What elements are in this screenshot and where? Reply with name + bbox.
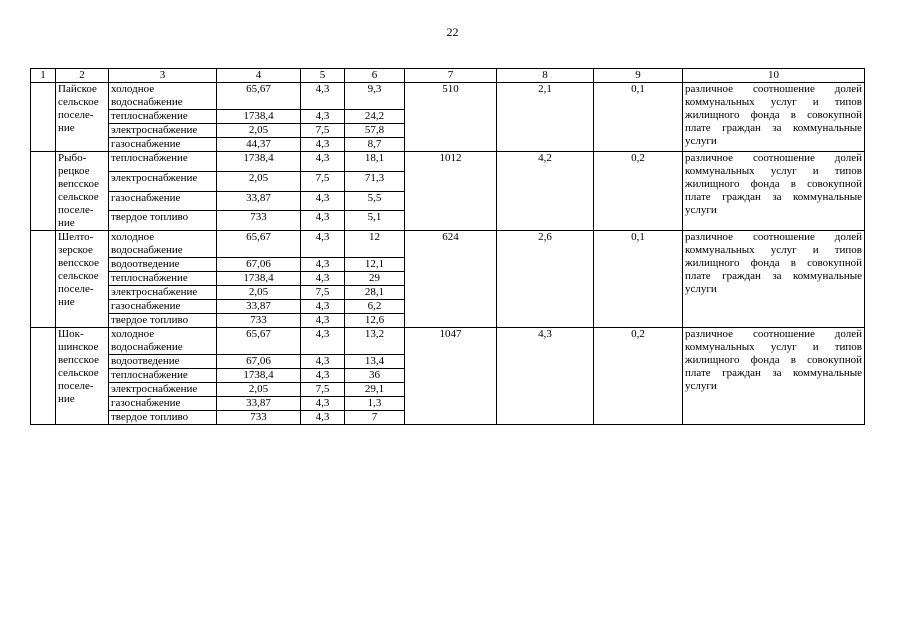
service-name: холодное водоснабжение (109, 231, 217, 258)
value-col8: 2,6 (497, 231, 594, 328)
value-col6: 5,5 (345, 191, 405, 211)
value-col6: 13,4 (345, 355, 405, 369)
value-col5: 4,3 (301, 300, 345, 314)
value-col6: 29,1 (345, 383, 405, 397)
value-col7: 1012 (405, 152, 497, 231)
note-text: различное соотношение долей коммунальных услуг и типов жилищного фонда в совокупной плате граждан за коммунальные услуги (683, 83, 865, 152)
value-col5: 7,5 (301, 286, 345, 300)
value-col4: 733 (217, 411, 301, 425)
value-col6: 9,3 (345, 83, 405, 110)
header-cell: 3 (109, 69, 217, 83)
value-col6: 12,6 (345, 314, 405, 328)
service-name: водоотведение (109, 355, 217, 369)
service-name: холодное водоснабжение (109, 83, 217, 110)
service-name: газоснабжение (109, 397, 217, 411)
value-col4: 1738,4 (217, 110, 301, 124)
value-col5: 4,3 (301, 314, 345, 328)
service-name: теплоснабжение (109, 152, 217, 172)
service-name: электроснабжение (109, 286, 217, 300)
value-col8: 4,2 (497, 152, 594, 231)
value-col6: 57,8 (345, 124, 405, 138)
header-cell: 5 (301, 69, 345, 83)
service-name: теплоснабжение (109, 272, 217, 286)
table-row (31, 328, 865, 355)
table-row (31, 152, 865, 172)
page-number: 22 (446, 25, 459, 39)
value-col4: 1738,4 (217, 152, 301, 172)
value-col5: 4,3 (301, 355, 345, 369)
value-col5: 4,3 (301, 328, 345, 355)
header-cell: 9 (594, 69, 683, 83)
settlement-name: Шок- шинское вепсское сельское поселе- ние (56, 328, 109, 425)
value-col6: 24,2 (345, 110, 405, 124)
settlement-name: Пайское сельское поселе- ние (56, 83, 109, 152)
value-col5: 7,5 (301, 171, 345, 191)
tariff-table (30, 68, 865, 425)
note-text: различное соотношение долей коммунальных услуг и типов жилищного фонда в совокупной плате граждан за коммунальные услуги (683, 328, 865, 425)
value-col5: 4,3 (301, 83, 345, 110)
value-col5: 4,3 (301, 272, 345, 286)
value-col4: 733 (217, 211, 301, 231)
table-row (31, 231, 865, 258)
value-col5: 4,3 (301, 191, 345, 211)
note-text: различное соотношение долей коммунальных услуг и типов жилищного фонда в совокупной плате граждан за коммунальные услуги (683, 231, 865, 328)
service-name: электроснабжение (109, 171, 217, 191)
value-col5: 4,3 (301, 110, 345, 124)
value-col6: 5,1 (345, 211, 405, 231)
service-name: теплоснабжение (109, 110, 217, 124)
value-col5: 4,3 (301, 397, 345, 411)
header-row (31, 69, 865, 83)
value-col8: 2,1 (497, 83, 594, 152)
service-name: электроснабжение (109, 383, 217, 397)
value-col6: 7 (345, 411, 405, 425)
value-col5: 4,3 (301, 231, 345, 258)
value-col7: 510 (405, 83, 497, 152)
value-col9: 0,1 (594, 83, 683, 152)
value-col6: 6,2 (345, 300, 405, 314)
header-cell: 8 (497, 69, 594, 83)
row-index-cell (31, 231, 56, 328)
service-name: теплоснабжение (109, 369, 217, 383)
value-col9: 0,1 (594, 231, 683, 328)
settlement-name: Шелто- зерское вепсское сельское поселе- ние (56, 231, 109, 328)
value-col5: 7,5 (301, 383, 345, 397)
settlement-name: Рыбо- рецкое вепсское сельское поселе- ние (56, 152, 109, 231)
value-col6: 12,1 (345, 258, 405, 272)
value-col6: 71,3 (345, 171, 405, 191)
header-cell: 4 (217, 69, 301, 83)
service-name: водоотведение (109, 258, 217, 272)
value-col5: 4,3 (301, 411, 345, 425)
row-index-cell (31, 328, 56, 425)
service-name: газоснабжение (109, 191, 217, 211)
value-col5: 4,3 (301, 211, 345, 231)
value-col4: 1738,4 (217, 369, 301, 383)
header-cell: 1 (31, 69, 56, 83)
service-name: твердое топливо (109, 211, 217, 231)
header-cell: 6 (345, 69, 405, 83)
header-cell: 10 (683, 69, 865, 83)
value-col5: 4,3 (301, 152, 345, 172)
value-col4: 67,06 (217, 355, 301, 369)
header-cell: 7 (405, 69, 497, 83)
value-col6: 18,1 (345, 152, 405, 172)
value-col4: 33,87 (217, 300, 301, 314)
value-col6: 1,3 (345, 397, 405, 411)
value-col4: 733 (217, 314, 301, 328)
value-col4: 2,05 (217, 383, 301, 397)
row-index-cell (31, 152, 56, 231)
value-col7: 624 (405, 231, 497, 328)
value-col6: 8,7 (345, 138, 405, 152)
value-col6: 13,2 (345, 328, 405, 355)
value-col6: 29 (345, 272, 405, 286)
service-name: твердое топливо (109, 314, 217, 328)
value-col6: 28,1 (345, 286, 405, 300)
value-col4: 2,05 (217, 171, 301, 191)
value-col4: 65,67 (217, 83, 301, 110)
value-col5: 4,3 (301, 138, 345, 152)
value-col4: 2,05 (217, 286, 301, 300)
service-name: газоснабжение (109, 300, 217, 314)
value-col9: 0,2 (594, 152, 683, 231)
value-col8: 4,3 (497, 328, 594, 425)
header-cell: 2 (56, 69, 109, 83)
service-name: электроснабжение (109, 124, 217, 138)
note-text: различное соотношение долей коммунальных услуг и типов жилищного фонда в совокупной плате граждан за коммунальные услуги (683, 152, 865, 231)
value-col4: 67,06 (217, 258, 301, 272)
value-col4: 65,67 (217, 328, 301, 355)
value-col4: 33,87 (217, 191, 301, 211)
value-col7: 1047 (405, 328, 497, 425)
value-col4: 65,67 (217, 231, 301, 258)
table-row (31, 83, 865, 110)
value-col5: 4,3 (301, 258, 345, 272)
value-col4: 2,05 (217, 124, 301, 138)
value-col6: 36 (345, 369, 405, 383)
value-col4: 44,37 (217, 138, 301, 152)
value-col5: 7,5 (301, 124, 345, 138)
service-name: твердое топливо (109, 411, 217, 425)
value-col6: 12 (345, 231, 405, 258)
service-name: холодное водоснабжение (109, 328, 217, 355)
value-col5: 4,3 (301, 369, 345, 383)
service-name: газоснабжение (109, 138, 217, 152)
value-col9: 0,2 (594, 328, 683, 425)
row-index-cell (31, 83, 56, 152)
value-col4: 1738,4 (217, 272, 301, 286)
value-col4: 33,87 (217, 397, 301, 411)
